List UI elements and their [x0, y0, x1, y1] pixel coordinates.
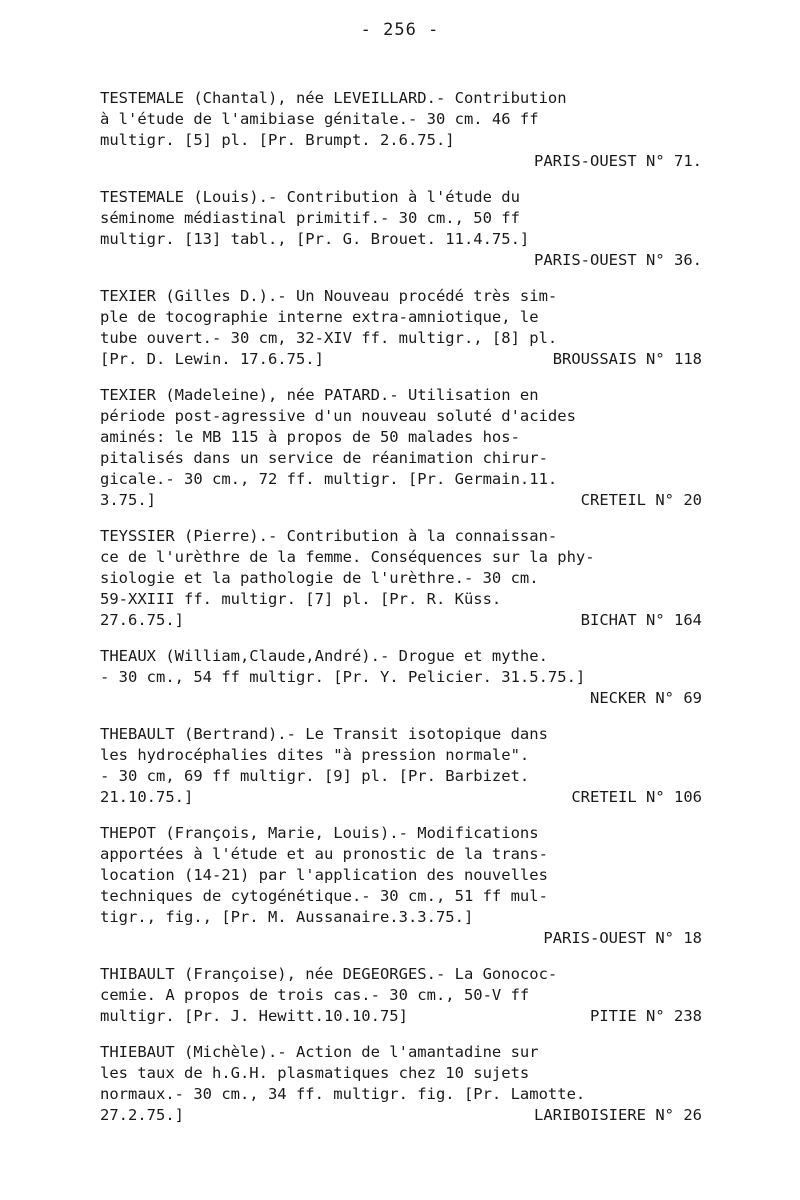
entry-line: THEAUX (William,Claude,André).- Drogue et mythe. [100, 647, 548, 665]
entry-line: séminome médiastinal primitif.- 30 cm., 50 ff [100, 209, 520, 227]
entry-line: ce de l'urèthre de la femme. Conséquences sur la phy- [100, 548, 595, 566]
entry-line: techniques de cytogénétique.- 30 cm., 51 ff mul- [100, 887, 548, 905]
bibliography-entry [0, 286, 800, 370]
entry-line: les taux de h.G.H. plasmatiques chez 10 sujets [100, 1064, 530, 1082]
bibliography-entry [0, 88, 800, 172]
bibliography-entry [0, 385, 800, 511]
bibliography-entry [0, 724, 800, 808]
entry-line: location (14-21) par l'application des nouvelles [100, 866, 548, 884]
entry-location: CRETEIL N° 20 [580, 491, 702, 509]
entry-line: TEXIER (Madeleine), née PATARD.- Utilisation en [100, 386, 539, 404]
entry-location: PARIS-OUEST N° 36. [534, 251, 702, 269]
entry-line: TEYSSIER (Pierre).- Contribution à la connaissan- [100, 527, 558, 545]
entry-line: apportées à l'étude et au pronostic de la trans- [100, 845, 548, 863]
entry-location: PARIS-OUEST N° 71. [534, 152, 702, 170]
bibliography-entry [0, 964, 800, 1027]
entry-line: - 30 cm., 54 ff multigr. [Pr. Y. Pelicier. 31.5.75.] [100, 668, 586, 686]
entry-location: BICHAT N° 164 [580, 611, 702, 629]
bibliography-entry [0, 823, 800, 949]
entry-line: 27.2.75.] [100, 1106, 184, 1124]
entry-line: TEXIER (Gilles D.).- Un Nouveau procédé très sim- [100, 287, 558, 305]
entry-line: 27.6.75.] [100, 611, 184, 629]
entry-line: gicale.- 30 cm., 72 ff. multigr. [Pr. Germain.11. [100, 470, 558, 488]
entry-line: aminés: le MB 115 à propos de 50 malades hos- [100, 428, 520, 446]
entry-line: multigr. [Pr. J. Hewitt.10.10.75] [100, 1007, 408, 1025]
entry-line: multigr. [13] tabl., [Pr. G. Brouet. 11.4.75.] [100, 230, 530, 248]
entry-line: période post-agressive d'un nouveau soluté d'acides [100, 407, 576, 425]
entry-location: BROUSSAIS N° 118 [552, 350, 702, 368]
bibliography-entry [0, 187, 800, 271]
entry-line: THIBAULT (Françoise), née DEGEORGES.- La Gonococ- [100, 965, 558, 983]
entry-location: CRETEIL N° 106 [571, 788, 702, 806]
entry-line: TESTEMALE (Louis).- Contribution à l'étude du [100, 188, 520, 206]
bibliography-entry [0, 1042, 800, 1126]
entry-line: THEBAULT (Bertrand).- Le Transit isotopique dans [100, 725, 548, 743]
entry-line: ple de tocographie interne extra-amniotique, le [100, 308, 539, 326]
entry-line: pitalisés dans un service de réanimation chirur- [100, 449, 548, 467]
entry-line: 59-XXIII ff. multigr. [7] pl. [Pr. R. Küss. [100, 590, 502, 608]
entry-line: - 30 cm, 69 ff multigr. [9] pl. [Pr. Barbizet. [100, 767, 530, 785]
entry-location: NECKER N° 69 [590, 689, 702, 707]
entry-line: cemie. A propos de trois cas.- 30 cm., 50-V ff [100, 986, 530, 1004]
bibliography-entry [0, 526, 800, 631]
page-number: - 256 - [360, 20, 440, 40]
entry-line: normaux.- 30 cm., 34 ff. multigr. fig. [Pr. Lamotte. [100, 1085, 586, 1103]
entry-line: siologie et la pathologie de l'urèthre.- 30 cm. [100, 569, 539, 587]
entry-line: 3.75.] [100, 491, 156, 509]
bibliography-entry [0, 646, 800, 709]
entry-line: [Pr. D. Lewin. 17.6.75.] [100, 350, 324, 368]
entry-line: tube ouvert.- 30 cm, 32-XIV ff. multigr., [8] pl. [100, 329, 558, 347]
entry-line: multigr. [5] pl. [Pr. Brumpt. 2.6.75.] [100, 131, 455, 149]
entry-line: THIEBAUT (Michèle).- Action de l'amantadine sur [100, 1043, 539, 1061]
entry-line: les hydrocéphalies dites "à pression normale". [100, 746, 530, 764]
entry-line: TESTEMALE (Chantal), née LEVEILLARD.- Contribution [100, 89, 567, 107]
entry-location: LARIBOISIERE N° 26 [534, 1106, 702, 1124]
entry-location: PITIE N° 238 [590, 1007, 702, 1025]
entry-line: 21.10.75.] [100, 788, 194, 806]
entry-line: THEPOT (François, Marie, Louis).- Modifications [100, 824, 539, 842]
entry-line: tigr., fig., [Pr. M. Aussanaire.3.3.75.] [100, 908, 474, 926]
entry-line: à l'étude de l'amibiase génitale.- 30 cm. 46 ff [100, 110, 539, 128]
entry-location: PARIS-OUEST N° 18 [543, 929, 702, 947]
bibliography-entries [0, 88, 800, 1141]
